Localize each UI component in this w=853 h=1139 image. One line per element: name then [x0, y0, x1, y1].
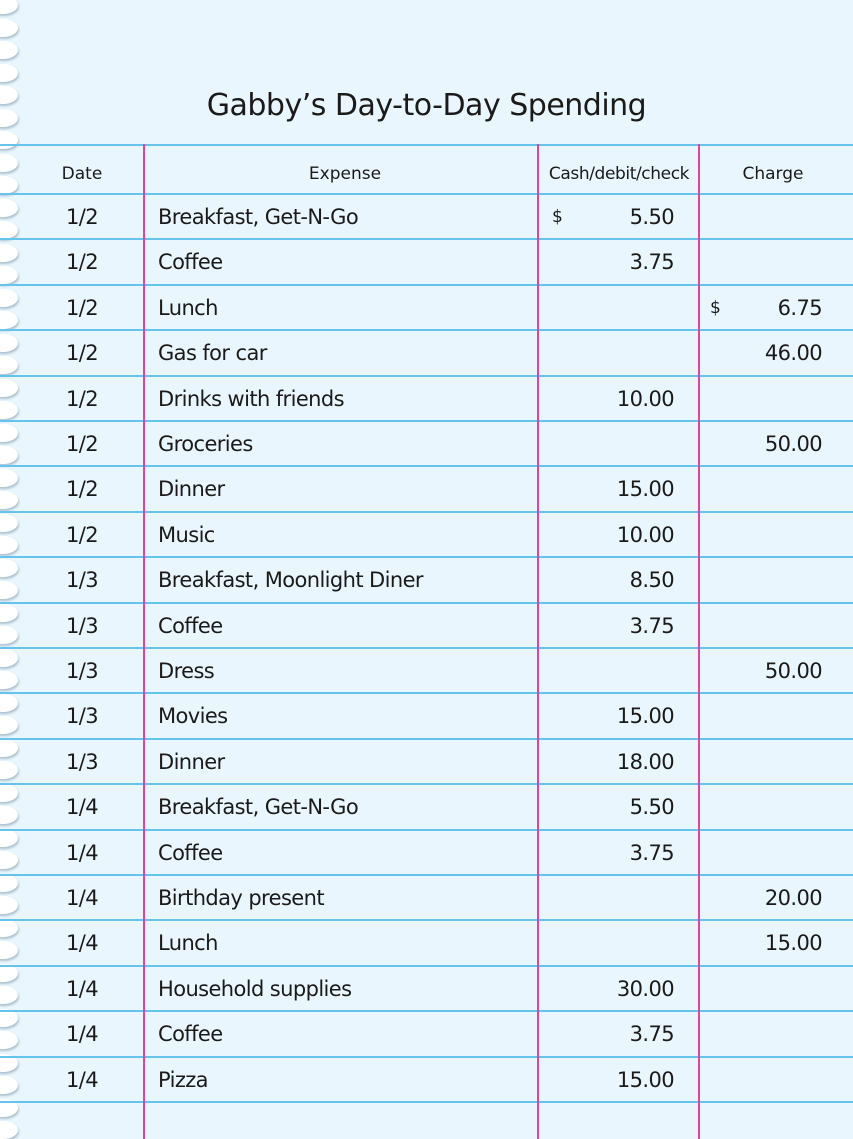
- date-cell: 1/4: [66, 1068, 98, 1092]
- expense-cell: Gas for car: [158, 341, 267, 365]
- table-row: [0, 377, 853, 422]
- charge-cell: [704, 694, 822, 739]
- table-row: [0, 921, 853, 966]
- cash-cell: 3.75: [629, 841, 674, 865]
- charge-cell: [704, 831, 822, 876]
- charge-cell: 6.75: [777, 296, 822, 320]
- cash-cell: [544, 422, 674, 467]
- expense-cell: Household supplies: [158, 977, 352, 1001]
- charge-cell: [704, 377, 822, 422]
- date-cell: 1/2: [66, 250, 98, 274]
- cash-cell: 3.75: [629, 614, 674, 638]
- charge-cell: [704, 513, 822, 558]
- date-cell: 1/4: [66, 1022, 98, 1046]
- date-cell: 1/4: [66, 931, 98, 955]
- header-cash: Cash/debit/check: [548, 164, 690, 184]
- table-row: [0, 513, 853, 558]
- dollar-sign: $: [710, 298, 721, 318]
- expense-cell: Breakfast, Get-N-Go: [158, 205, 359, 229]
- expense-cell: Lunch: [158, 931, 218, 955]
- charge-cell: [704, 785, 822, 830]
- ruled-line-top: [0, 144, 853, 146]
- charge-cell: 15.00: [764, 931, 822, 955]
- expense-cell: Dinner: [158, 750, 225, 774]
- table-row: [0, 1058, 853, 1103]
- table-row: [0, 331, 853, 376]
- cash-cell: [544, 649, 674, 694]
- cash-cell: 15.00: [616, 704, 674, 728]
- expense-cell: Movies: [158, 704, 228, 728]
- cash-cell: [544, 921, 674, 966]
- expense-cell: Dinner: [158, 477, 225, 501]
- date-cell: 1/2: [66, 296, 98, 320]
- header-expense: Expense: [308, 164, 382, 184]
- date-cell: 1/2: [66, 523, 98, 547]
- cash-cell: 5.50: [629, 205, 674, 229]
- cash-cell: 15.00: [616, 477, 674, 501]
- expense-cell: Birthday present: [158, 886, 324, 910]
- date-cell: 1/2: [66, 432, 98, 456]
- binding-hole: [0, 176, 18, 194]
- cash-cell: 10.00: [616, 387, 674, 411]
- charge-cell: [704, 604, 822, 649]
- expense-cell: Breakfast, Moonlight Diner: [158, 568, 423, 592]
- table-row: [0, 831, 853, 876]
- page-title: Gabby’s Day-to-Day Spending: [206, 88, 647, 123]
- date-cell: 1/3: [66, 750, 98, 774]
- cash-cell: [544, 876, 674, 921]
- binding-hole: [0, 0, 18, 14]
- binding-hole: [0, 131, 18, 149]
- table-row: [0, 785, 853, 830]
- cash-cell: 5.50: [629, 795, 674, 819]
- charge-cell: [704, 740, 822, 785]
- charge-cell: [704, 967, 822, 1012]
- charge-cell: 50.00: [764, 659, 822, 683]
- date-cell: 1/2: [66, 477, 98, 501]
- expense-cell: Music: [158, 523, 215, 547]
- expense-cell: Lunch: [158, 296, 218, 320]
- charge-cell: [704, 467, 822, 512]
- table-row: [0, 240, 853, 285]
- cash-cell: 18.00: [616, 750, 674, 774]
- header-date: Date: [61, 164, 103, 184]
- table-row: [0, 649, 853, 694]
- expense-cell: Coffee: [158, 614, 223, 638]
- expense-cell: Coffee: [158, 250, 223, 274]
- charge-cell: 50.00: [764, 432, 822, 456]
- cash-cell: [544, 331, 674, 376]
- expense-cell: Drinks with friends: [158, 387, 344, 411]
- expense-cell: Coffee: [158, 1022, 223, 1046]
- table-row: [0, 967, 853, 1012]
- expense-cell: Pizza: [158, 1068, 208, 1092]
- table-row: [0, 876, 853, 921]
- table-row: [0, 195, 853, 240]
- charge-cell: [704, 1012, 822, 1057]
- table-row: [0, 422, 853, 467]
- table-row: [0, 740, 853, 785]
- table-row: [0, 467, 853, 512]
- table-row: [0, 286, 853, 331]
- charge-cell: [704, 1058, 822, 1103]
- cash-cell: 10.00: [616, 523, 674, 547]
- dollar-sign: $: [552, 207, 563, 227]
- table-row: [0, 1012, 853, 1057]
- charge-cell: [704, 240, 822, 285]
- charge-cell: 20.00: [764, 886, 822, 910]
- date-cell: 1/2: [66, 205, 98, 229]
- expense-cell: Groceries: [158, 432, 253, 456]
- table-row: [0, 694, 853, 739]
- binding-hole: [0, 154, 18, 172]
- cash-cell: 3.75: [629, 250, 674, 274]
- cash-cell: 15.00: [616, 1068, 674, 1092]
- cash-cell: 3.75: [629, 1022, 674, 1046]
- expense-cell: Breakfast, Get-N-Go: [158, 795, 359, 819]
- date-cell: 1/2: [66, 341, 98, 365]
- charge-cell: 46.00: [764, 341, 822, 365]
- date-cell: 1/3: [66, 568, 98, 592]
- expense-cell: Dress: [158, 659, 215, 683]
- binding-hole: [0, 41, 18, 59]
- date-cell: 1/3: [66, 659, 98, 683]
- date-cell: 1/4: [66, 841, 98, 865]
- cash-cell: 30.00: [616, 977, 674, 1001]
- expense-cell: Coffee: [158, 841, 223, 865]
- date-cell: 1/4: [66, 977, 98, 1001]
- binding-hole: [0, 19, 18, 37]
- date-cell: 1/3: [66, 614, 98, 638]
- table-row: [0, 558, 853, 603]
- charge-cell: [704, 195, 822, 240]
- binding-hole: [0, 1121, 18, 1139]
- date-cell: 1/4: [66, 886, 98, 910]
- date-cell: 1/3: [66, 704, 98, 728]
- date-cell: 1/2: [66, 387, 98, 411]
- table-row: [0, 604, 853, 649]
- cash-cell: [544, 286, 674, 331]
- header-charge: Charge: [742, 164, 804, 184]
- charge-cell: [704, 558, 822, 603]
- cash-cell: 8.50: [629, 568, 674, 592]
- binding-hole: [0, 64, 18, 82]
- date-cell: 1/4: [66, 795, 98, 819]
